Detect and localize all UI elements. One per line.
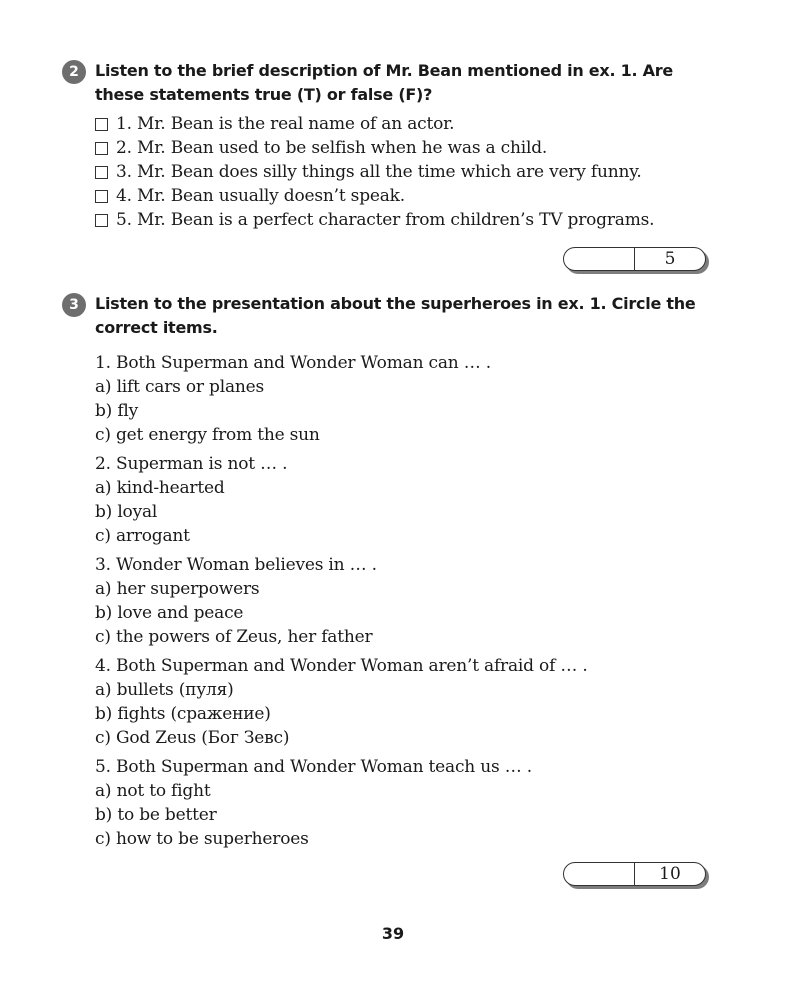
answer-option[interactable]: b) fights (сражение) [95,704,271,724]
answer-option[interactable]: c) the powers of Zeus, her father [95,627,373,647]
max-score: 10 [659,864,681,884]
multiple-choice-questions [62,351,704,851]
checkbox-icon[interactable] [95,118,108,131]
statement-text: 3. Mr. Bean does silly things all the time which are very funny. [116,162,642,182]
exercise-3-score-box [563,862,706,886]
answer-option[interactable]: c) get energy from the sun [95,425,320,445]
question-item [95,452,704,548]
statement-item [95,136,704,160]
question-stem: 5. Both Superman and Wonder Woman teach us … . [95,757,532,777]
checkbox-icon[interactable] [95,142,108,155]
answer-option[interactable]: b) love and peace [95,603,244,623]
statement-text: 2. Mr. Bean used to be selfish when he was a child. [116,138,548,158]
statement-item [95,160,704,184]
answer-option[interactable]: a) lift cars or planes [95,377,265,397]
answer-option[interactable]: a) bullets (пуля) [95,680,234,700]
exercise-number-badge: 2 [62,60,86,84]
statement-item [95,112,704,136]
max-score: 5 [664,249,676,269]
question-stem: 2. Superman is not … . [95,454,288,474]
exercise-2-score-box [563,247,706,271]
exercise-2-instructions: Listen to the brief description of Mr. Bean mentioned in ex. 1. Are these statements true (T) or false (F)? [95,61,674,104]
answer-option[interactable]: a) kind-hearted [95,478,225,498]
question-stem: 3. Wonder Woman believes in … . [95,555,377,575]
exercise-3-header [62,292,704,340]
question-item [95,553,704,649]
checkbox-icon[interactable] [95,214,108,227]
answer-option[interactable]: b) loyal [95,502,158,522]
answer-option[interactable]: c) God Zeus (Бог Зевс) [95,728,290,748]
answer-option[interactable]: b) to be better [95,805,217,825]
exercise-number-badge: 3 [62,293,86,317]
exercise-2-header [62,59,704,107]
checkbox-icon[interactable] [95,190,108,203]
page-number: 39 [381,924,405,943]
statement-item [95,208,704,232]
exercise-3-instructions: Listen to the presentation about the superheroes in ex. 1. Circle the correct items. [95,294,696,337]
score-entry-field[interactable] [564,248,635,270]
exercise-2 [62,59,704,232]
question-item [95,755,704,851]
statement-text: 1. Mr. Bean is the real name of an actor. [116,114,455,134]
true-false-statements [62,112,704,232]
score-entry-field[interactable] [564,863,635,885]
statement-text: 5. Mr. Bean is a perfect character from children’s TV programs. [116,210,655,230]
answer-option[interactable]: c) arrogant [95,526,190,546]
question-stem: 4. Both Superman and Wonder Woman aren’t afraid of … . [95,656,588,676]
statement-item [95,184,704,208]
question-item [95,351,704,447]
checkbox-icon[interactable] [95,166,108,179]
question-item [95,654,704,750]
exercise-3 [62,292,704,856]
answer-option[interactable]: c) how to be superheroes [95,829,309,849]
question-stem: 1. Both Superman and Wonder Woman can … . [95,353,491,373]
statement-text: 4. Mr. Bean usually doesn’t speak. [116,186,405,206]
answer-option[interactable]: a) her superpowers [95,579,260,599]
answer-option[interactable]: b) fly [95,401,139,421]
answer-option[interactable]: a) not to fight [95,781,211,801]
